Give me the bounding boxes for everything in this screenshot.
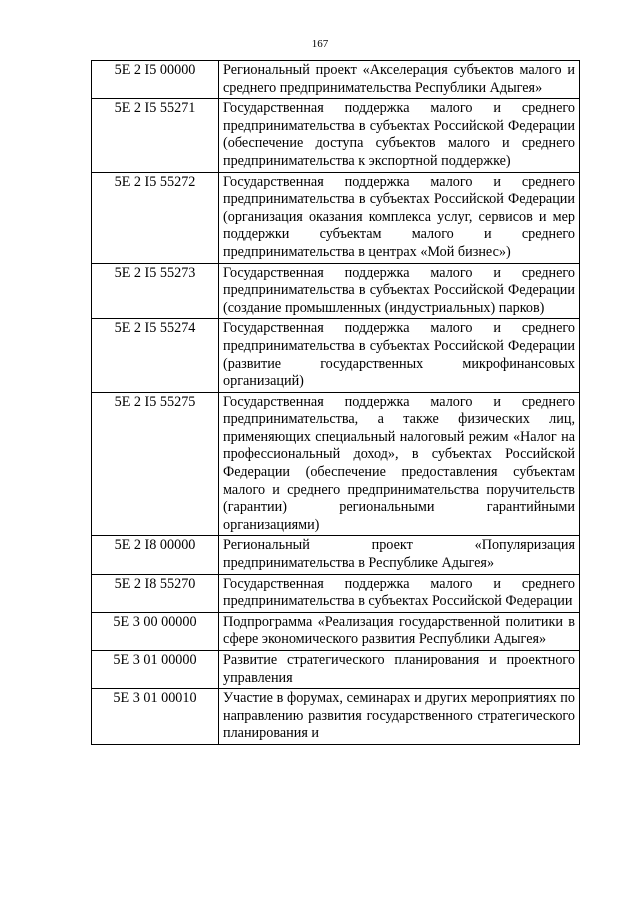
row-description: Участие в форумах, семинарах и других мероприятиях по направлению развития государственного стратегического планирования и [219, 689, 580, 745]
row-description: Государственная поддержка малого и среднего предпринимательства в субъектах Российской Федерации (развитие государственных микрофинансовых организаций) [219, 319, 580, 392]
row-code: 5E 2 I5 55273 [92, 263, 219, 319]
row-description: Государственная поддержка малого и среднего предпринимательства, а также физических лиц, применяющих специальный налоговый режим «Налог на профессиональный доход», в субъектах Российской Федерации (обеспечение предоставления субъектам малого и среднего предпринимательства поручительств (гарантии) региональными гарантийными организациями) [219, 392, 580, 536]
row-code: 5E 2 I5 55275 [92, 392, 219, 536]
table-row [92, 61, 580, 99]
row-description: Развитие стратегического планирования и проектного управления [219, 651, 580, 689]
table-row [92, 172, 580, 263]
table-row [92, 536, 580, 574]
row-code: 5E 2 I8 55270 [92, 574, 219, 612]
row-code: 5E 3 01 00000 [92, 651, 219, 689]
row-description: Региональный проект «Популяризация предпринимательства в Республике Адыгея» [219, 536, 580, 574]
table-row [92, 612, 580, 650]
row-description: Государственная поддержка малого и среднего предпринимательства в субъектах Российской Федерации (создание промышленных (индустриальных) парков) [219, 263, 580, 319]
row-code: 5E 2 I8 00000 [92, 536, 219, 574]
page-number: 167 [311, 38, 329, 50]
table-row [92, 319, 580, 392]
row-description: Государственная поддержка малого и среднего предпринимательства в субъектах Российской Федерации [219, 574, 580, 612]
row-code: 5E 3 00 00000 [92, 612, 219, 650]
row-description: Государственная поддержка малого и среднего предпринимательства в субъектах Российской Федерации (обеспечение доступа субъектов малого и среднего предпринимательства к экспортной поддержке) [219, 99, 580, 172]
table-row [92, 689, 580, 745]
row-code: 5E 2 I5 55272 [92, 172, 219, 263]
row-code: 5E 2 I5 00000 [92, 61, 219, 99]
budget-classification-table [91, 60, 580, 745]
row-code: 5E 2 I5 55274 [92, 319, 219, 392]
row-code: 5E 2 I5 55271 [92, 99, 219, 172]
table-row [92, 392, 580, 536]
row-description: Государственная поддержка малого и среднего предпринимательства в субъектах Российской Федерации (организация оказания комплекса услуг, сервисов и мер поддержки субъектам малого и среднего предпринимательства в центрах «Мой бизнес») [219, 172, 580, 263]
table-row [92, 263, 580, 319]
table-row [92, 651, 580, 689]
table-row [92, 99, 580, 172]
row-description: Региональный проект «Акселерация субъектов малого и среднего предпринимательства Республики Адыгея» [219, 61, 580, 99]
row-code: 5E 3 01 00010 [92, 689, 219, 745]
row-description: Подпрограмма «Реализация государственной политики в сфере экономического развития Республики Адыгея» [219, 612, 580, 650]
table-row [92, 574, 580, 612]
